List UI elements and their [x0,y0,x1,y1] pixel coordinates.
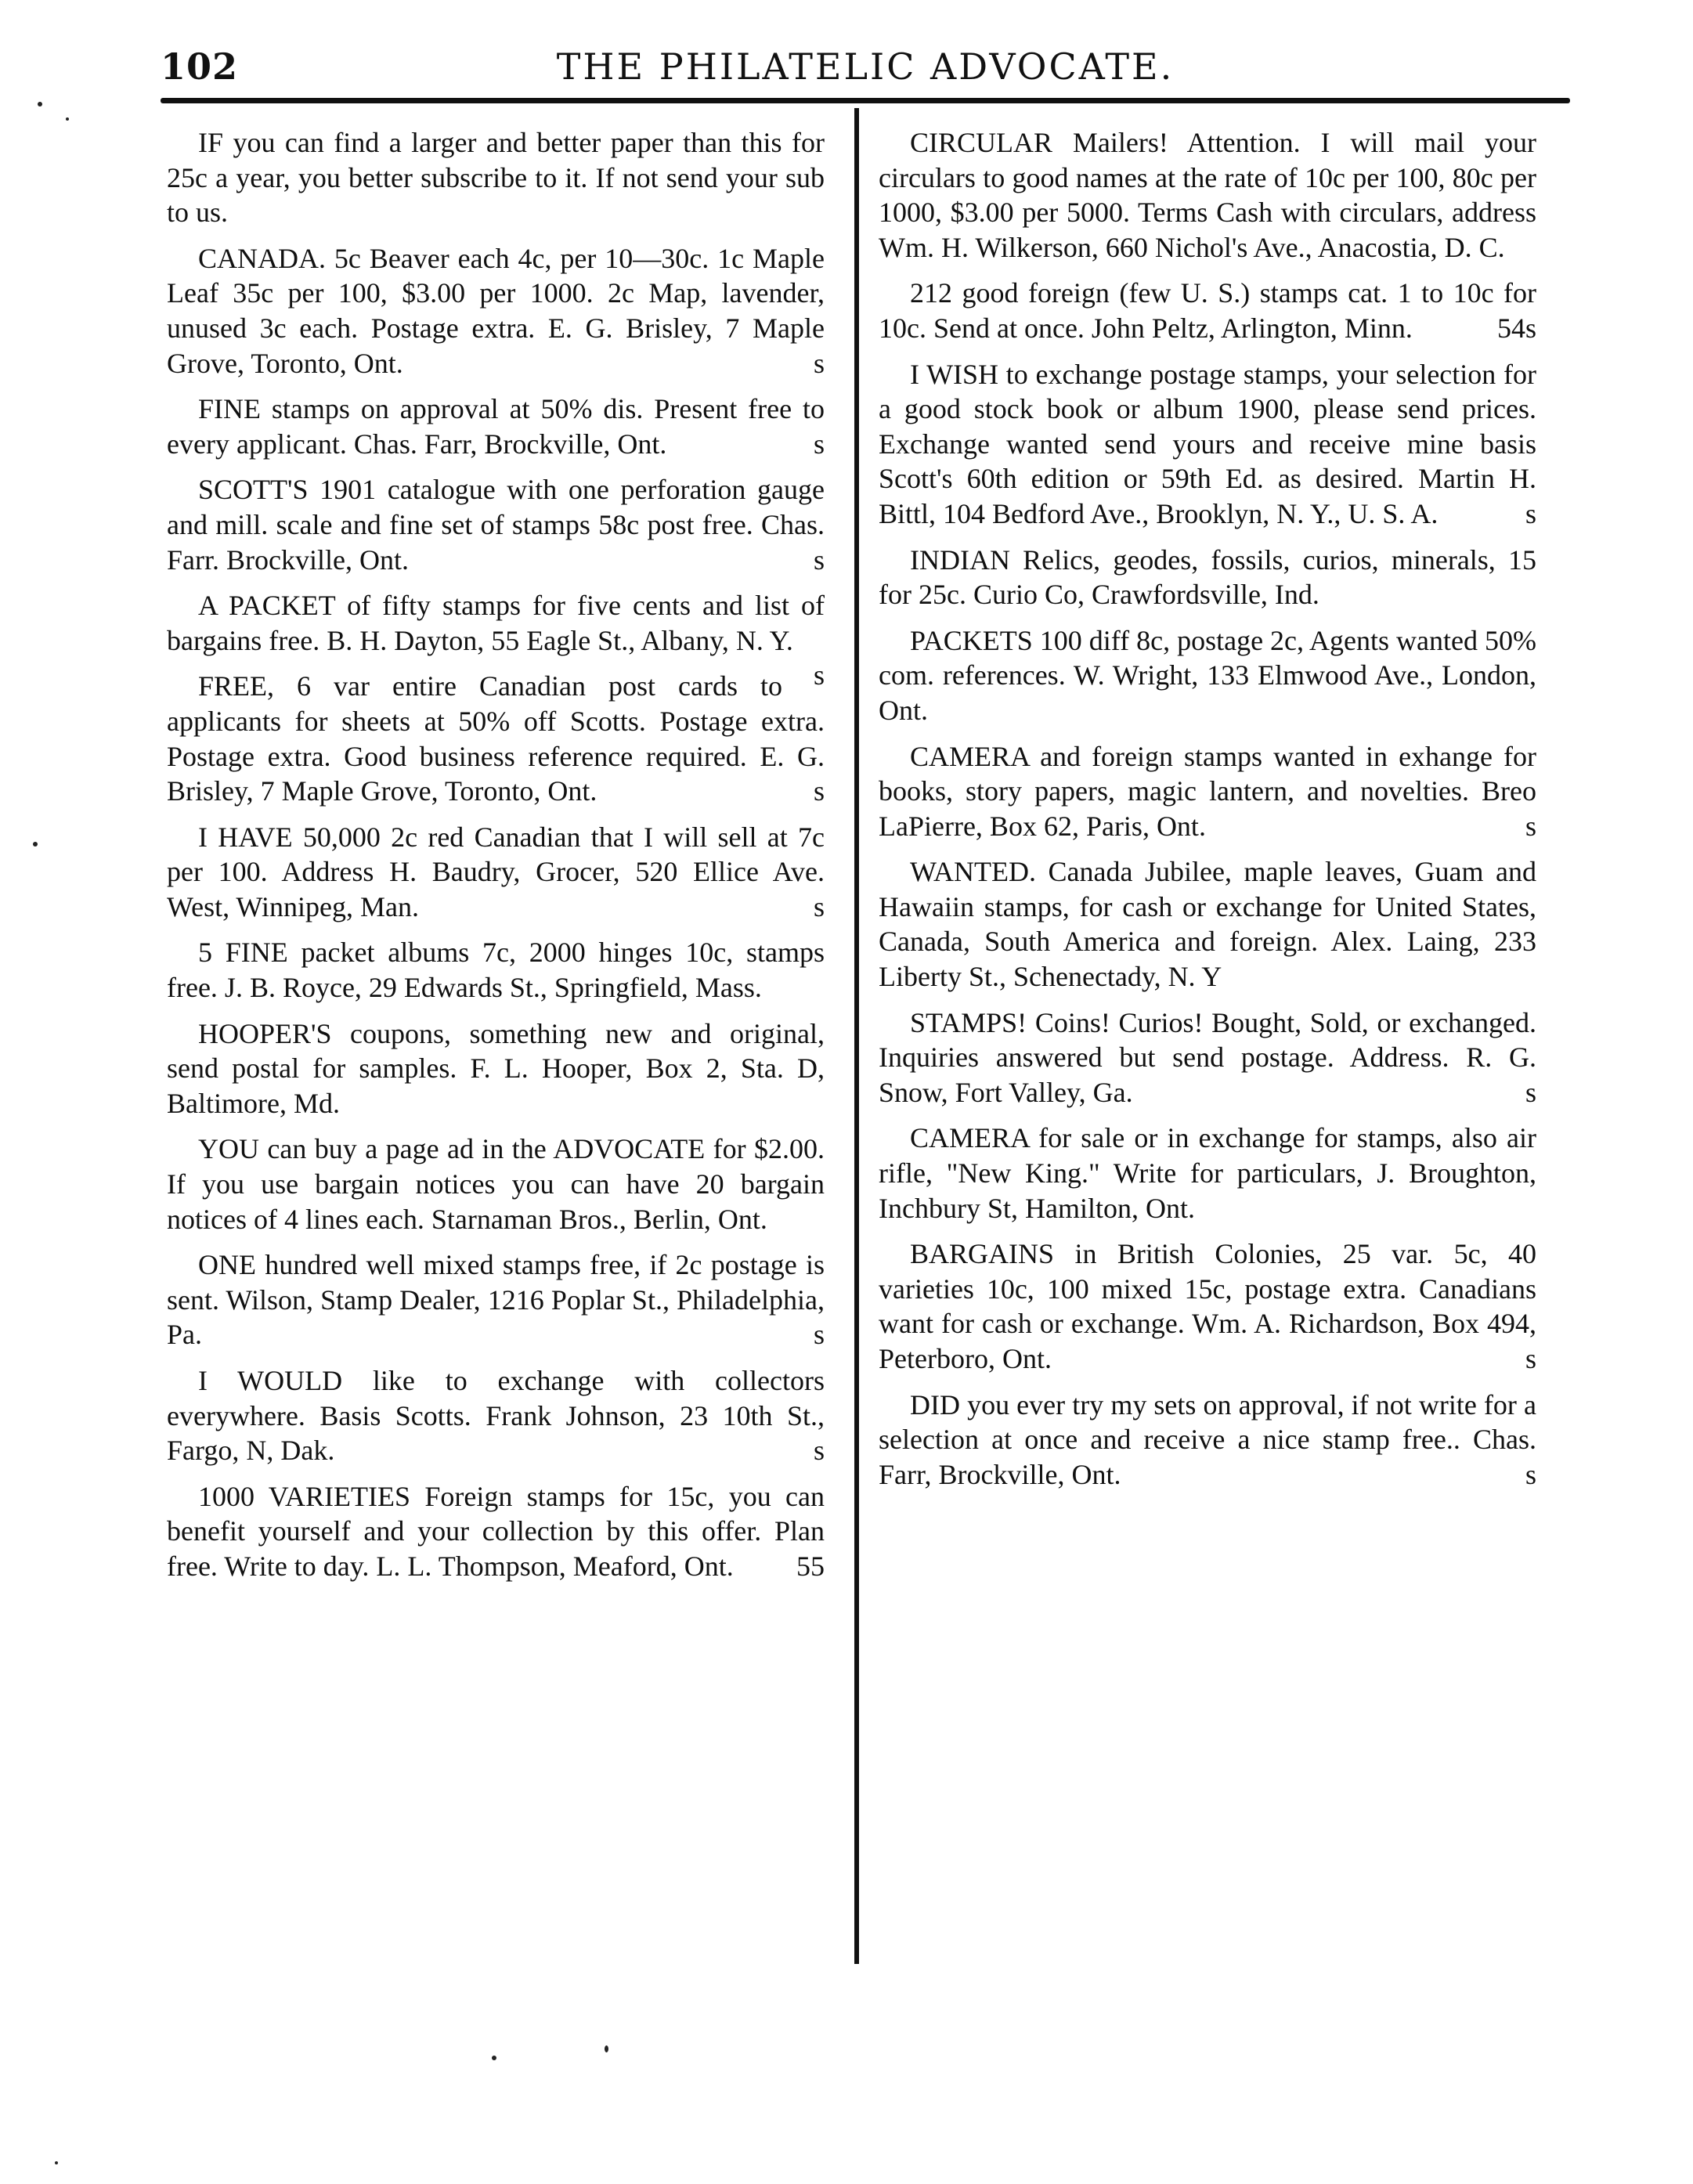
classified-ad [167,241,825,381]
classified-ad [879,1236,1536,1376]
ad-insertion-mark: s [813,347,825,379]
ad-body: Relics, geodes, fossils, curios, minerals, 15 for 25c. Curio Co, Crawfordsville, Ind. [879,543,1536,611]
ad-insertion-mark: 54s [1496,312,1536,344]
ad-body: 100 diff 8c, postage 2c, Agents wanted 50% com. references. W. Wright, 133 Elmwood Ave., London, Ont. [879,624,1536,726]
ad-insertion-mark: s [1525,497,1536,529]
ad-body: packet albums 7c, 2000 hinges 10c, stamps free. J. B. Royce, 29 Edwards St., Springfield, Mass. [167,937,825,1004]
ad-lead-word: 1000 VARIETIES [198,1480,411,1512]
header-rule [161,98,1570,103]
classified-ad [167,588,825,691]
ad-lead-word: CANADA. [198,242,327,274]
ad-insertion-mark: s [813,775,825,807]
ad-insertion-mark: s [813,890,825,922]
ad-lead-word: FINE [198,393,261,425]
classified-ad [167,472,825,577]
ad-lead-word: IF [198,127,224,158]
ad-insertion-mark: s [1525,1458,1536,1490]
classified-ad [167,820,825,925]
ad-insertion-mark: s [813,428,825,460]
ad-lead-word: ONE [198,1249,256,1281]
scan-speck [33,842,38,847]
classified-ad [167,1247,825,1352]
ad-insertion-mark: s [1525,1343,1536,1374]
ad-body: Mailers! Attention. I will mail your circulars to good names at the rate of 10c per 100, 80c per 1000, $3.00 per 5000. Terms Cash with circulars, address Wm. H. Wilkerson, 660 Nichol's Ave., Anacostia, D. C. [879,127,1536,263]
classified-ad [879,357,1536,532]
ad-insertion-mark: 55 [796,1550,825,1582]
right-column [879,125,1536,1503]
classified-ad [879,739,1536,844]
scan-speck [38,102,42,106]
ad-body: to exchange postage stamps, your selection for a good stock book or album 1900, please send prices. Exchange wanted send yours and receive mine basis Scott's 60th edition or 59th Ed. as desired. Martin H. Bittl, 104 Bedford Ave., Brooklyn, N. Y., U. S. A. [879,358,1536,529]
ad-lead-word: PACKETS [910,624,1033,656]
ad-body: stamps on approval at 50% dis. Present free to every applicant. Chas. Farr, Brockville, Ont. [167,393,825,460]
ad-lead-word: CAMERA [910,1122,1030,1154]
ad-body: hundred well mixed stamps free, if 2c postage is sent. Wilson, Stamp Dealer, 1216 Poplar St., Philadelphia, Pa. [167,1249,825,1351]
ad-body: you ever try my sets on approval, if not write for a selection at once and receive a nice stamp free.. Chas. Farr, Brockville, Ont. [879,1388,1536,1490]
ad-body: coupons, something new and original, send postal for samples. F. L. Hooper, Box 2, Sta. D, Baltimore, Md. [167,1017,825,1119]
classified-ad [879,1388,1536,1493]
scan-speck [66,117,69,121]
ad-lead-word: BARGAINS [910,1238,1055,1270]
ad-body: 6 var entire Canadian post cards to applicants for sheets at 50% off Scotts. Postage extra. Postage extra. Good business reference required. E. G. Brisley, 7 Maple Grove, Toronto, Ont. [167,670,825,807]
classified-ad [167,392,825,461]
ad-body: in British Colonies, 25 var. 5c, 40 varieties 10c, 100 mixed 15c, postage extra. Canadians want for cash or exchange. Wm. A. Richardson, Box 494, Peterboro, Ont. [879,1238,1536,1374]
ad-insertion-mark: s [1525,810,1536,842]
ad-lead-word: FREE, [198,670,275,702]
ad-body: you can find a larger and better paper than this for 25c a year, you better subscribe to it. If not send your sub to us. [167,127,825,229]
classified-ad [167,935,825,1005]
ad-body: Coins! Curios! Bought, Sold, or exchanged. Inquiries answered but send postage. Address. R. G. Snow, Fort Valley, Ga. [879,1006,1536,1108]
classified-ad [167,669,825,808]
ad-insertion-mark: s [1525,1076,1536,1108]
ad-lead-word: HOOPER'S [198,1017,332,1049]
classified-ad [879,1121,1536,1226]
ad-lead-word: 5 FINE [198,937,288,969]
column-divider [854,108,859,1964]
ad-body: like to exchange with collectors everywhere. Basis Scotts. Frank Johnson, 23 10th St., Fargo, N, Dak. [167,1365,825,1467]
ad-body: 5c Beaver each 4c, per 10—30c. 1c Maple Leaf 35c per 100, $3.00 per 1000. 2c Map, lavender, unused 3c each. Postage extra. E. G. Brisley, 7 Maple Grove, Toronto, Ont. [167,242,825,379]
ad-lead-word: I WOULD [198,1365,343,1396]
classified-ad [167,1363,825,1468]
ad-body: can buy a page ad in the ADVOCATE for $2.00. If you use bargain notices you can have 20 bargain notices of 4 lines each. Starnaman Bros., Berlin, Ont. [167,1133,825,1235]
ad-body: 1901 catalogue with one perforation gauge and mill. scale and fine set of stamps 58c post free. Chas. Farr. Brockville, Ont. [167,474,825,576]
ad-lead-word: A PACKET [198,590,336,622]
ad-body: and foreign stamps wanted in exhange for books, story papers, magic lantern, and novelties. Breo LaPierre, Box 62, Paris, Ont. [879,740,1536,842]
ad-body: 50,000 2c red Canadian that I will sell at 7c per 100. Address H. Baudry, Grocer, 520 Ellice Ave. West, Winnipeg, Man. [167,821,825,922]
ad-lead-word: YOU [198,1133,259,1165]
page-header [161,45,1570,92]
ad-lead-word: STAMPS! [910,1006,1027,1038]
ad-lead-word: DID [910,1388,960,1421]
ad-lead-word: WANTED. [910,856,1036,888]
classified-ad [167,1132,825,1236]
ad-body: Foreign stamps for 15c, you can benefit yourself and your collection by this offer. Plan free. Write to day. L. L. Thompson, Meaford, Ont. [167,1480,825,1582]
left-column [167,125,825,1595]
classified-ad [879,1005,1536,1110]
ad-insertion-mark: s [813,1435,825,1467]
ad-lead-word: CAMERA [910,740,1030,772]
ad-lead-word: I HAVE [198,821,293,853]
ad-body: good foreign (few U. S.) stamps cat. 1 to 10c for 10c. Send at once. John Peltz, Arlington, Minn. [879,277,1536,344]
ad-insertion-mark: s [813,659,825,691]
classified-ad [879,543,1536,612]
journal-title: THE PHILATELIC ADVOCATE. [556,45,1175,88]
page-number: 102 [161,45,239,88]
classified-ad [879,854,1536,994]
classified-ad [167,1016,825,1121]
classified-ad [879,623,1536,728]
ad-insertion-mark: s [813,1319,825,1351]
ad-body: Canada Jubilee, maple leaves, Guam and Hawaiin stamps, for cash or exchange for United States, Canada, South America and foreign. Alex. Laing, 233 Liberty St., Schenectady, N. Y [879,856,1536,993]
classified-ad [879,276,1536,345]
ad-lead-word: I WISH [910,358,999,390]
scan-speck [492,2056,496,2060]
ad-body: for sale or in exchange for stamps, also air rifle, "New King." Write for particulars, J. Broughton, Inchbury St, Hamilton, Ont. [879,1122,1536,1224]
ad-body: of fifty stamps for five cents and list of bargains free. B. H. Dayton, 55 Eagle St., Albany, N. Y. [167,590,825,656]
ad-lead-word: SCOTT'S [198,474,309,506]
ad-lead-word: CIRCULAR [910,127,1053,158]
ad-insertion-mark: s [813,543,825,576]
scan-speck [605,2045,608,2052]
ad-lead-word: 212 [910,277,952,309]
scan-speck [55,2161,58,2164]
classified-ad [879,125,1536,265]
classified-ad [167,125,825,230]
classified-ad [167,1479,825,1584]
ad-lead-word: INDIAN [910,543,1010,576]
